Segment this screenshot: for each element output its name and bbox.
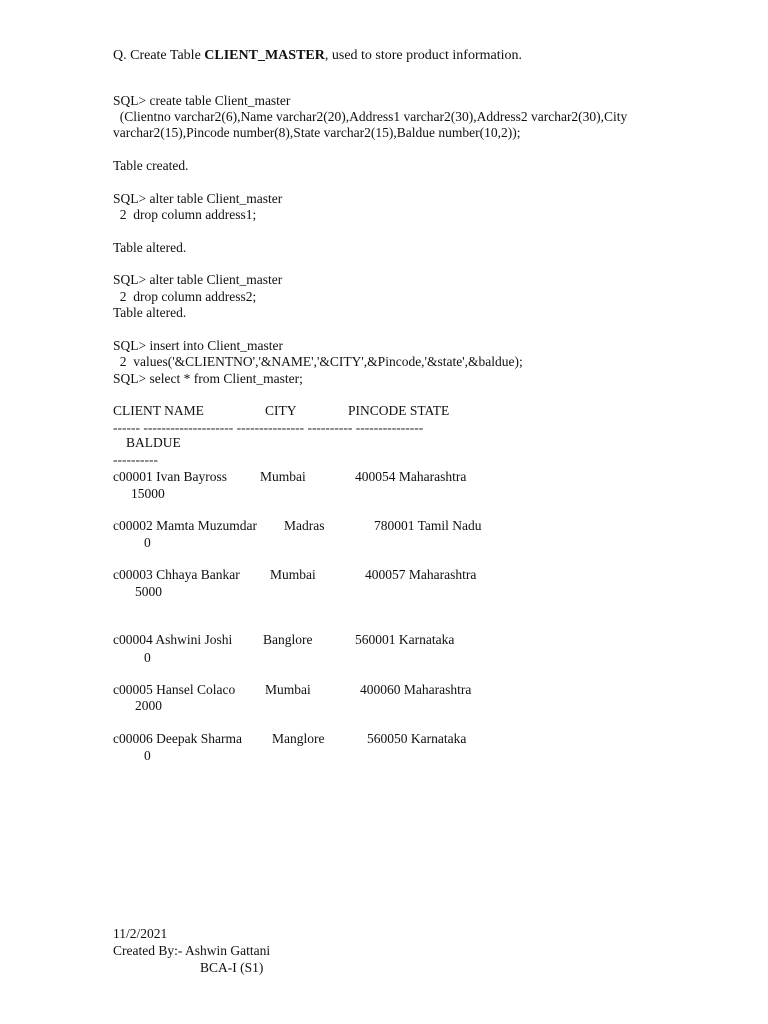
row-3-baldue: 5000 bbox=[135, 584, 162, 599]
row-2-pincode-state: 780001 Tamil Nadu bbox=[374, 518, 482, 533]
row-5-baldue: 2000 bbox=[135, 698, 162, 713]
row-4-pincode-state: 560001 Karnataka bbox=[355, 632, 455, 647]
header-city: CITY bbox=[265, 403, 297, 418]
row-5-city: Mumbai bbox=[265, 682, 311, 697]
header-client-name: CLIENT NAME bbox=[113, 403, 204, 418]
question-table-name: CLIENT_MASTER bbox=[204, 48, 325, 63]
header-separator-1: ------ -------------------- --------------- ---------- --------------- bbox=[113, 420, 424, 435]
header-separator-2: ---------- bbox=[113, 452, 158, 467]
row-4-client: c00004 Ashwini Joshi bbox=[113, 632, 233, 647]
table-created-message: Table created. bbox=[113, 158, 189, 173]
row-3-pincode-state: 400057 Maharashtra bbox=[365, 567, 477, 582]
footer-date: 11/2/2021 bbox=[113, 926, 168, 941]
sql-alter1-drop: 2 drop column address1; bbox=[113, 207, 257, 222]
sql-insert-values: 2 values('&CLIENTNO','&NAME','&CITY',&Pincode,'&state',&baldue); bbox=[113, 354, 523, 369]
row-1-client: c00001 Ivan Bayross bbox=[113, 469, 227, 484]
sql-create-columns-2: varchar2(15),Pincode number(8),State varchar2(15),Baldue number(10,2)); bbox=[113, 125, 521, 140]
row-6-city: Manglore bbox=[272, 731, 325, 746]
table-altered-message-1: Table altered. bbox=[113, 240, 187, 255]
sql-create-columns-1: (Clientno varchar2(6),Name varchar2(20),Address1 varchar2(30),Address2 varchar2(30),City bbox=[113, 109, 628, 124]
row-1-pincode-state: 400054 Maharashtra bbox=[355, 469, 467, 484]
row-4-city: Banglore bbox=[263, 632, 313, 647]
footer-created-by: Created By:- Ashwin Gattani bbox=[113, 943, 271, 958]
row-6-client: c00006 Deepak Sharma bbox=[113, 731, 242, 746]
header-pincode-state: PINCODE STATE bbox=[348, 403, 450, 418]
row-3-city: Mumbai bbox=[270, 567, 316, 582]
footer-class: BCA-I (S1) bbox=[200, 960, 264, 975]
row-6-pincode-state: 560050 Karnataka bbox=[367, 731, 467, 746]
sql-alter2-command: SQL> alter table Client_master bbox=[113, 272, 283, 287]
row-3-client: c00003 Chhaya Bankar bbox=[113, 567, 240, 582]
question-prefix: Q. Create Table bbox=[113, 48, 205, 63]
sql-select-command: SQL> select * from Client_master; bbox=[113, 371, 303, 386]
row-2-city: Madras bbox=[284, 518, 325, 533]
question-heading bbox=[113, 48, 522, 64]
table-altered-message-2: Table altered. bbox=[113, 305, 187, 320]
sql-create-command: SQL> create table Client_master bbox=[113, 93, 291, 108]
header-baldue: BALDUE bbox=[126, 435, 181, 450]
row-5-pincode-state: 400060 Maharashtra bbox=[360, 682, 472, 697]
row-2-client: c00002 Mamta Muzumdar bbox=[113, 518, 257, 533]
sql-alter1-command: SQL> alter table Client_master bbox=[113, 191, 283, 206]
row-2-baldue: 0 bbox=[144, 535, 151, 550]
question-suffix: , used to store product information. bbox=[324, 48, 523, 63]
row-5-client: c00005 Hansel Colaco bbox=[113, 682, 236, 697]
row-1-baldue: 15000 bbox=[131, 486, 165, 501]
sql-alter2-drop: 2 drop column address2; bbox=[113, 289, 257, 304]
row-4-baldue: 0 bbox=[144, 650, 151, 665]
row-6-baldue: 0 bbox=[144, 748, 151, 763]
sql-insert-command: SQL> insert into Client_master bbox=[113, 338, 283, 353]
row-1-city: Mumbai bbox=[260, 469, 306, 484]
